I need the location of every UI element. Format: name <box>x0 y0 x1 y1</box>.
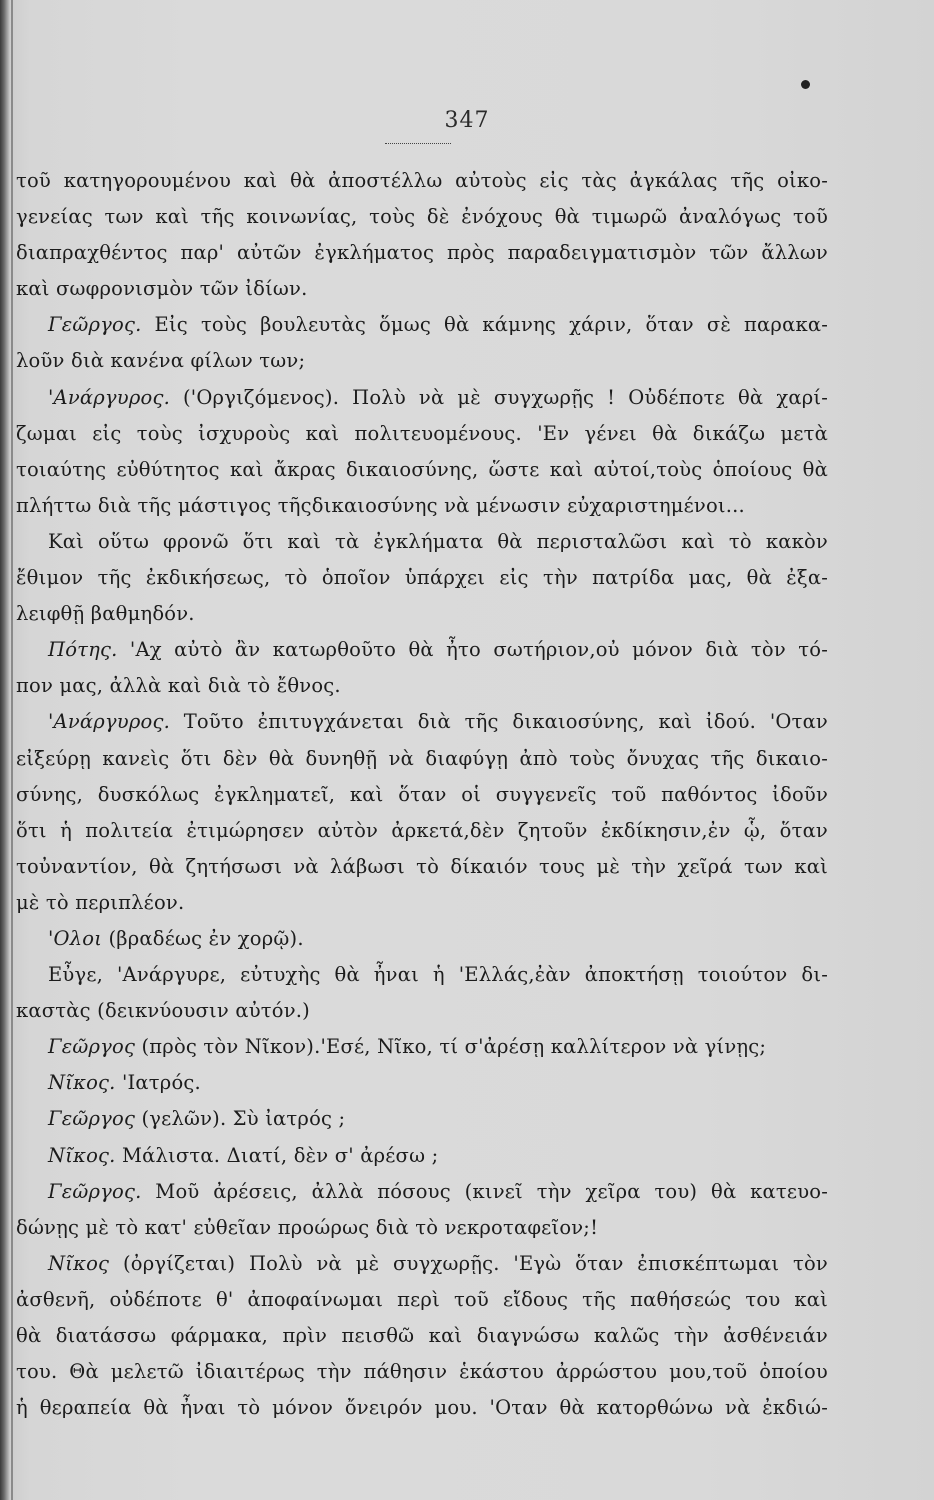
text-line <box>16 416 828 452</box>
line-text: 'Αχ αὐτὸ ἂν κατωρθοῦτο θὰ ἦτο σωτήριον,οὐ μόνον διὰ τὸν τό- <box>117 638 828 662</box>
speaker-name: 'Ολοι <box>48 926 103 950</box>
text-line <box>16 885 828 921</box>
text-line <box>16 1246 828 1282</box>
text-line <box>16 1282 828 1318</box>
line-text: Μάλιστα. Διατί, δὲν σ' ἀρέσω ; <box>115 1143 439 1167</box>
line-text: του. Θὰ μελετῶ ἰδιαιτέρως τὴν πάθησιν ἑκάστου ἀρρώστου μου,τοῦ ὁποίου <box>16 1360 828 1384</box>
speaker-name: Γεῶργος. <box>48 1179 142 1203</box>
text-line <box>16 163 828 199</box>
speaker-name: Νῖκος. <box>48 1071 116 1095</box>
line-text: Εἰς τοὺς βουλευτὰς ὅμως θὰ κάμνης χάριν, ὅταν σὲ παρακα- <box>141 313 828 337</box>
line-text: Μοῦ ἀρέσεις, ἀλλὰ πόσους (κινεῖ τὴν χεῖρα του) θὰ κατευο- <box>141 1179 828 1203</box>
line-text: τοιαύτης εὐθύτητος καὶ ἄκρας δικαιοσύνης, ὥστε καὶ αὐτοί,τοὺς ὁποίους θὰ <box>16 457 828 481</box>
line-text: ὅτι ἡ πολιτεία ἐτιμώρησεν αὐτὸν ἀρκετά,δὲν ζητοῦν ἐκδίκησιν,ἐν ᾧ, ὅταν <box>16 818 828 842</box>
speaker-name: Πότης. <box>48 638 118 662</box>
text-line <box>16 993 828 1029</box>
line-text: Καὶ οὕτω φρονῶ ὅτι καὶ τὰ ἐγκλήματα θὰ περισταλῶσι καὶ τὸ κακὸν <box>48 529 828 553</box>
line-text: τοὐναντίον, θὰ ζητήσωσι νὰ λάβωσι τὸ δίκαιόν τους μὲ τὴν χεῖρά των καὶ <box>16 854 828 878</box>
text-line <box>16 632 828 668</box>
page-number: 347 <box>444 108 490 133</box>
speaker-name: Γεῶργος <box>48 1035 136 1059</box>
line-text: 'Ιατρός. <box>115 1071 201 1095</box>
line-text: Εὖγε, 'Ανάργυρε, εὐτυχὴς θὰ ἦναι ἡ 'Ελλάς,ἐὰν ἀποκτήσῃ τοιούτον δι- <box>48 963 828 987</box>
speaker-name: Νῖκος. <box>48 1143 116 1167</box>
text-line <box>16 741 828 777</box>
text-line <box>16 1210 828 1246</box>
line-text: σύνης, δυσκόλως ἐγκληματεῖ, καὶ ὅταν οἱ συγγενεῖς τοῦ παθόντος ἰδοῦν <box>16 782 828 806</box>
line-text: πον μας, ἀλλὰ καὶ διὰ τὸ ἔθνος. <box>16 674 341 698</box>
text-line <box>16 1390 828 1426</box>
binding-shadow-line <box>11 0 13 1500</box>
text-block <box>16 163 828 1426</box>
speaker-name: 'Ανάργυρος. <box>48 710 170 734</box>
speaker-name: Γεῶργος. <box>48 313 142 337</box>
text-line <box>16 271 828 307</box>
text-line <box>16 560 828 596</box>
line-text: ('Οργιζόμενος). Πολὺ νὰ μὲ συγχωρῇς ! Οὐδέποτε θὰ χαρί- <box>169 385 828 409</box>
line-text: γενείας των καὶ τῆς κοινωνίας, τοὺς δὲ ἐνόχους θὰ τιμωρῶ ἀναλόγως τοῦ <box>16 205 828 229</box>
text-line <box>16 307 828 343</box>
line-text: διαπραχθέντος παρ' αὐτῶν ἐγκλήματος πρὸς παραδειγματισμὸν τῶν ἄλλων <box>16 241 828 265</box>
line-text: θὰ διατάσσω φάρμακα, πρὶν πεισθῶ καὶ διαγνώσω καλῶς τὴν ἀσθένειάν <box>16 1324 828 1347</box>
text-line <box>16 1174 828 1210</box>
text-line <box>16 1354 828 1390</box>
text-line <box>16 199 828 235</box>
text-line <box>16 1138 828 1174</box>
line-text: πλήττω διὰ τῆς μάστιγος τῆςδικαιοσύνης νὰ μένωσιν εὐχαριστημένοι... <box>16 493 745 517</box>
binding-edge <box>0 0 10 1500</box>
speaker-name: 'Ανάργυρος. <box>48 385 170 409</box>
text-line <box>16 704 828 740</box>
text-line <box>16 957 828 993</box>
line-text: καὶ σωφρονισμὸν τῶν ἰδίων. <box>16 277 308 301</box>
line-text: ἔθιμον τῆς ἐκδικήσεως, τὸ ὁποῖον ὑπάρχει εἰς τὴν πατρίδα μας, θὰ ἐξα- <box>16 566 828 590</box>
text-line <box>16 1318 828 1354</box>
line-text: δώνῃς μὲ τὸ κατ' εὐθεῖαν προώρως διὰ τὸ νεκροταφεῖον;! <box>16 1215 599 1239</box>
line-text: εἰξεύρῃ κανεὶς ὅτι δὲν θὰ δυνηθῇ νὰ διαφύγῃ ἀπὸ τοὺς ὄνυχας τῆς δικαιο- <box>16 746 828 770</box>
line-text: τοῦ κατηγορουμένου καὶ θὰ ἀποστέλλω αὐτοὺς εἰς τὰς ἀγκάλας τῆς οἰκο- <box>16 169 828 192</box>
line-text: Τοῦτο ἐπιτυγχάνεται διὰ τῆς δικαιοσύνης, καὶ ἰδού. 'Οταν <box>169 710 828 734</box>
text-line <box>16 1065 828 1101</box>
text-line <box>16 524 828 560</box>
line-text: μὲ τὸ περιπλέον. <box>16 890 185 914</box>
ink-dot <box>801 80 810 89</box>
text-line <box>16 380 828 416</box>
line-text: (πρὸς τὸν Νῖκον).'Εσέ, Νῖκο, τί σ'ἀρέσῃ καλλίτερον νὰ γίνῃς; <box>135 1035 767 1059</box>
text-line <box>16 813 828 849</box>
text-line <box>16 488 828 524</box>
text-line <box>16 1029 828 1065</box>
text-line <box>16 596 828 632</box>
speaker-name: Γεῶργος <box>48 1107 136 1131</box>
line-text: καστὰς (δεικνύουσιν αὐτόν.) <box>16 999 310 1023</box>
text-line <box>16 343 828 379</box>
page-number-rule <box>385 143 451 144</box>
text-line <box>16 668 828 704</box>
line-text: (βραδέως ἐν χορῷ). <box>102 926 304 950</box>
text-line <box>16 777 828 813</box>
text-line <box>16 849 828 885</box>
line-text: λειφθῇ βαθμηδόν. <box>16 602 195 626</box>
line-text: (γελῶν). Σὺ ἰατρός ; <box>135 1107 346 1131</box>
line-text: λοῦν διὰ κανένα φίλων των; <box>16 349 306 373</box>
text-line <box>16 452 828 488</box>
line-text: ἡ θεραπεία θὰ ἦναι τὸ μόνον ὄνειρόν μου. 'Οταν θὰ κατορθώνω νὰ ἐκδιώ- <box>16 1396 828 1420</box>
speaker-name: Νῖκος <box>48 1251 110 1275</box>
line-text: ζωμαι εἰς τοὺς ἰσχυροὺς καὶ πολιτευομένους. 'Εν γένει θὰ δικάζω μετὰ <box>16 421 828 445</box>
text-line <box>16 1101 828 1137</box>
line-text: (ὀργίζεται) Πολὺ νὰ μὲ συγχωρῇς. 'Εγὼ ὅταν ἐπισκέπτωμαι τὸν <box>109 1251 828 1275</box>
text-line <box>16 921 828 957</box>
text-line <box>16 235 828 271</box>
line-text: ἀσθενῆ, οὐδέποτε θ' ἀποφαίνωμαι περὶ τοῦ εἴδους τῆς παθήσεώς του καὶ <box>16 1287 828 1311</box>
